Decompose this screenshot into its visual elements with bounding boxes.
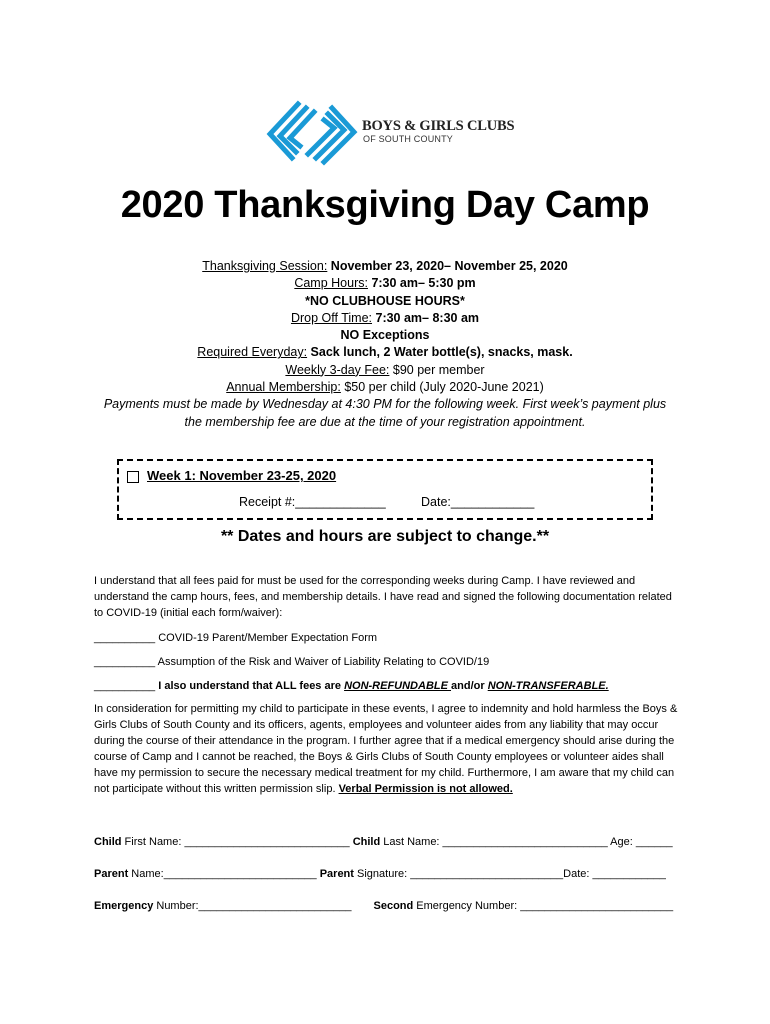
child-label-2: Child: [352, 836, 381, 848]
change-notice: ** Dates and hours are subject to change.**: [220, 528, 550, 545]
indemnity-text: In consideration for permitting my child to participate in these events, I agree to indemnity and hold harmless the Boys & Girls Clubs of South County and its officers, agents, employees and volunteer aides from any liability that may occur during the course of their attendance in the program. I further agree that if a medical emergency should arise during the course of Camp and I cannot be reached, the Boys & Girls Clubs of South County employees or volunteer aides shall have my permission to secure the necessary medical treatment for my child. Furthermore, I am aware that my child can not participate without this written permission slip.: [94, 703, 678, 795]
indemnity-paragraph: [94, 701, 679, 797]
hours-line: [60, 275, 710, 292]
fee-value: $90 per member: [389, 362, 485, 377]
parent-row: [94, 868, 694, 880]
fee-label: Weekly 3-day Fee:: [285, 362, 390, 377]
logo-subtitle: OF SOUTH COUNTY: [363, 134, 453, 144]
emergency-label: Emergency: [94, 900, 154, 912]
parent-signature-date-field[interactable]: Signature: _________________________Date: ____________: [353, 868, 666, 880]
session-line: [60, 258, 710, 275]
payments-line-2: the membership fee are due at the time of your registration appointment.: [184, 414, 586, 429]
emergency-row: [94, 900, 694, 912]
risk-waiver-form-initial[interactable]: __________ Assumption of the Risk and Waiver of Liability Relating to COVID/19: [94, 656, 490, 668]
session-value: November 23, 2020– November 25, 2020: [327, 259, 568, 273]
dropoff-line: [60, 310, 710, 327]
page-title: 2020 Thanksgiving Day Camp: [120, 184, 650, 226]
logo-name: BOYS & GIRLS CLUBS: [362, 118, 515, 134]
second-label: Second: [373, 900, 414, 912]
required-label: Required Everyday:: [197, 345, 308, 360]
no-exceptions-note: NO Exceptions: [340, 328, 430, 343]
child-first-name-field[interactable]: First Name: ___________________________: [121, 836, 353, 848]
fees-acknowledgement-initial[interactable]: [94, 678, 679, 694]
dropoff-label: Drop Off Time:: [290, 310, 373, 325]
week-selection-box: [117, 459, 653, 520]
fees-text: I also understand that ALL fees are: [158, 680, 345, 692]
date-field[interactable]: Date:____________: [421, 495, 535, 509]
non-refundable-text: NON-REFUNDABLE: [344, 680, 452, 692]
membership-line: [60, 379, 710, 396]
child-name-row: [94, 836, 694, 848]
membership-label: Annual Membership:: [226, 380, 341, 395]
non-transferable-text: NON-TRANSFERABLE.: [487, 680, 609, 692]
second-emergency-number-field[interactable]: Emergency Number: _________________________: [413, 900, 674, 912]
payments-line-1: Payments must be made by Wednesday at 4:30 PM for the following week. First week’s payment plus: [103, 397, 667, 412]
clubs-hands-logo-icon: [266, 100, 358, 166]
parent-label: Parent: [94, 868, 129, 880]
boys-girls-clubs-logo: [266, 100, 526, 166]
agreement-paragraph: I understand that all fees paid for must be used for the corresponding weeks during Camp. I have reviewed and understand the camp hours, fees, and membership details. I have read and signed the following documentation related to COVID-19 (initial each form/waiver):: [94, 575, 672, 619]
hours-label: Camp Hours:: [294, 276, 368, 291]
session-label: Thanksgiving Session:: [202, 259, 328, 273]
camp-info: [60, 258, 710, 431]
covid-expectation-form-initial[interactable]: __________ COVID-19 Parent/Member Expectation Form: [94, 632, 378, 644]
parent-label-2: Parent: [319, 868, 354, 880]
fees-initial-blank[interactable]: __________: [94, 680, 159, 692]
fee-line: [60, 362, 710, 379]
week-1-label: Week 1: November 23-25, 2020: [147, 468, 337, 483]
verbal-permission-note: Verbal Permission is not allowed.: [338, 783, 513, 795]
emergency-number-field[interactable]: Number:_________________________: [153, 900, 352, 912]
dropoff-value: 7:30 am– 8:30 am: [372, 310, 480, 325]
child-label: Child: [94, 836, 122, 848]
membership-value: $50 per child (July 2020-June 2021): [340, 380, 544, 395]
receipt-field[interactable]: Receipt #:_____________: [239, 495, 386, 509]
required-line: [60, 344, 710, 361]
parent-name-field[interactable]: Name:_________________________: [128, 868, 320, 880]
no-clubhouse-note: *NO CLUBHOUSE HOURS*: [305, 293, 465, 308]
week-1-checkbox[interactable]: [127, 471, 139, 483]
required-value: Sack lunch, 2 Water bottle(s), snacks, mask.: [307, 345, 573, 360]
and-or-text: and/or: [451, 680, 488, 692]
child-last-name-age-field[interactable]: Last Name: ___________________________ Age: ______: [380, 836, 673, 848]
hours-value: 7:30 am– 5:30 pm: [367, 276, 476, 291]
